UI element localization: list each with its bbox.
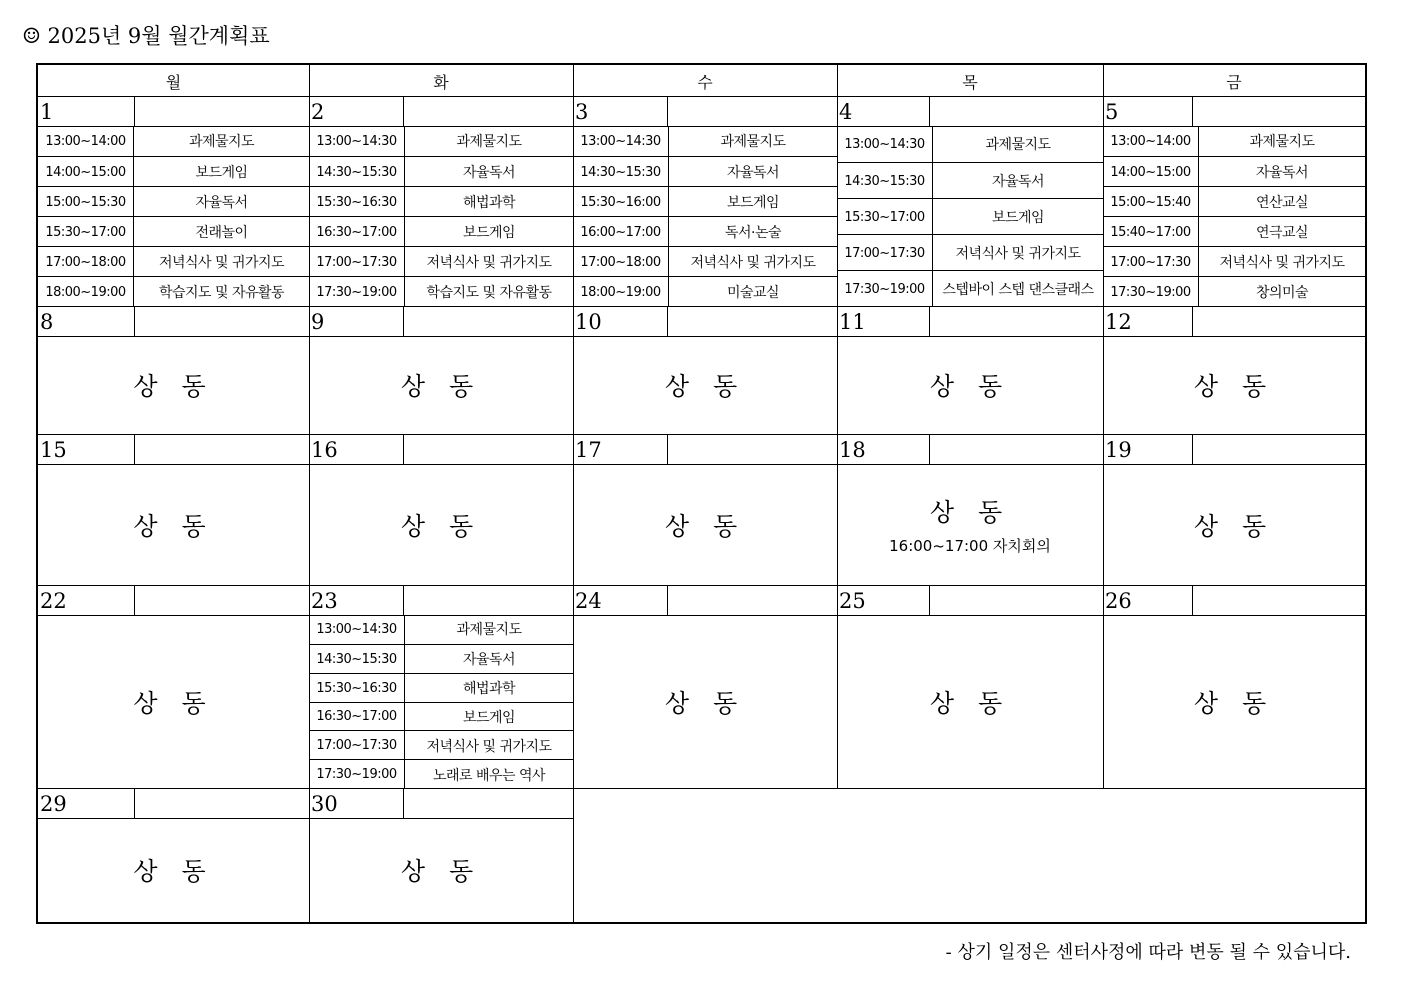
schedule-activity: 연극교실 bbox=[1255, 225, 1309, 241]
weekday-header: 월 bbox=[165, 72, 182, 92]
schedule-activity: 학습지도 및 자유활동 bbox=[158, 285, 285, 301]
schedule-time: 17:30~19:00 bbox=[309, 760, 405, 789]
schedule-time: 15:30~17:00 bbox=[38, 217, 134, 247]
schedule-row bbox=[1103, 276, 1365, 307]
schedule-time: 17:00~17:30 bbox=[837, 235, 933, 271]
weekday-header: 수 bbox=[697, 72, 713, 92]
schedule-activity: 과제물지도 bbox=[1249, 134, 1315, 150]
day-number: 1 bbox=[40, 100, 54, 124]
same-as-above-cell bbox=[309, 464, 573, 585]
schedule-row bbox=[38, 216, 309, 247]
week-divider bbox=[38, 434, 1365, 435]
schedule-activity: 보드게임 bbox=[195, 165, 248, 181]
day-number: 10 bbox=[575, 310, 602, 334]
same-as-above-label: 상 동 bbox=[133, 511, 214, 541]
same-as-above-cell bbox=[573, 464, 837, 585]
date-cell-divider bbox=[1192, 434, 1193, 464]
weekday-header: 화 bbox=[433, 72, 449, 92]
same-as-above-label: 상 동 bbox=[400, 372, 482, 401]
week-divider bbox=[38, 585, 1365, 586]
schedule-row bbox=[309, 644, 573, 674]
schedule-time: 13:00~14:00 bbox=[38, 126, 134, 156]
schedule-activity: 저녁식사 및 귀가지도 bbox=[158, 255, 285, 271]
schedule-row bbox=[573, 246, 837, 277]
schedule-time: 16:30~17:00 bbox=[309, 217, 405, 247]
schedule-row bbox=[837, 162, 1103, 199]
schedule-row bbox=[573, 216, 837, 247]
same-as-above-label: 상 동 bbox=[664, 688, 746, 718]
schedule-time: 14:30~15:30 bbox=[573, 157, 669, 187]
day-number: 3 bbox=[575, 100, 589, 124]
schedule-time: 15:00~15:40 bbox=[1103, 187, 1199, 217]
column-divider bbox=[1103, 65, 1104, 96]
schedule-time: 17:00~18:00 bbox=[573, 247, 669, 277]
schedule-activity: 해법과학 bbox=[462, 195, 516, 211]
schedule-row bbox=[38, 156, 309, 187]
column-divider bbox=[837, 65, 838, 96]
schedule-time: 15:30~16:00 bbox=[573, 187, 669, 217]
same-as-above-cell bbox=[837, 336, 1103, 434]
date-cell-divider bbox=[134, 96, 135, 126]
date-cell-divider bbox=[1192, 96, 1193, 126]
same-as-above-cell bbox=[837, 464, 1103, 585]
schedule-time: 15:30~16:30 bbox=[309, 674, 405, 703]
same-as-above-label: 상 동 bbox=[133, 372, 214, 401]
calendar-table bbox=[36, 63, 1367, 924]
schedule-activity: 창의미술 bbox=[1255, 285, 1309, 301]
date-cell-divider bbox=[929, 306, 930, 336]
day-number: 26 bbox=[1105, 589, 1132, 613]
schedule-row bbox=[38, 186, 309, 217]
schedule-row bbox=[309, 246, 573, 277]
day-number: 11 bbox=[839, 310, 866, 334]
header-divider bbox=[38, 96, 1365, 97]
same-as-above-label: 상 동 bbox=[1193, 372, 1275, 401]
same-as-above-cell bbox=[1103, 336, 1365, 434]
schedule-time: 15:30~17:00 bbox=[837, 199, 933, 235]
same-as-above-label: 상 동 bbox=[664, 511, 746, 541]
date-cell-divider bbox=[667, 306, 668, 336]
schedule-time: 13:00~14:30 bbox=[309, 126, 405, 156]
date-cell-divider bbox=[134, 788, 135, 818]
schedule-activity: 미술교실 bbox=[726, 285, 780, 301]
day-number: 2 bbox=[311, 100, 325, 124]
schedule-activity: 자율독서 bbox=[195, 195, 248, 211]
same-as-above-cell bbox=[38, 464, 309, 585]
schedule-time: 17:00~18:00 bbox=[38, 247, 134, 277]
day-number: 18 bbox=[839, 438, 866, 462]
date-cell-divider bbox=[929, 585, 930, 615]
schedule-time: 18:00~19:00 bbox=[573, 277, 669, 307]
date-cell-divider bbox=[1192, 585, 1193, 615]
schedule-activity: 학습지도 및 자유활동 bbox=[426, 285, 552, 301]
schedule-time: 15:40~17:00 bbox=[1103, 217, 1199, 247]
date-cell-divider bbox=[403, 788, 404, 818]
schedule-activity: 저녁식사 및 귀가지도 bbox=[690, 255, 816, 271]
date-cell-divider bbox=[929, 96, 930, 126]
schedule-time: 17:00~17:30 bbox=[309, 731, 405, 760]
schedule-row bbox=[573, 126, 837, 156]
weekday-header: 목 bbox=[962, 72, 978, 92]
schedule-time: 13:00~14:30 bbox=[573, 126, 669, 156]
schedule-table bbox=[309, 615, 573, 788]
schedule-activity: 저녁식사 및 귀가지도 bbox=[955, 246, 1081, 262]
same-as-above-cell bbox=[38, 336, 309, 434]
schedule-row bbox=[1103, 246, 1365, 277]
schedule-time: 17:30~19:00 bbox=[837, 271, 933, 307]
date-cell-divider bbox=[134, 306, 135, 336]
date-cell-divider bbox=[667, 434, 668, 464]
day-number: 5 bbox=[1105, 100, 1119, 124]
day-number: 23 bbox=[311, 589, 338, 613]
schedule-activity: 과제물지도 bbox=[188, 134, 255, 150]
same-as-above-label: 상 동 bbox=[1193, 511, 1275, 541]
schedule-row bbox=[573, 276, 837, 307]
schedule-activity: 과제물지도 bbox=[720, 134, 786, 150]
day-number: 29 bbox=[40, 792, 67, 816]
same-as-above-cell bbox=[38, 818, 309, 922]
schedule-time: 14:00~15:00 bbox=[1103, 157, 1199, 187]
day-number: 15 bbox=[40, 438, 67, 462]
same-as-above-label: 상 동 bbox=[400, 857, 482, 886]
schedule-activity: 스텝바이 스텝 댄스클래스 bbox=[942, 282, 1094, 298]
same-as-above-cell bbox=[837, 615, 1103, 788]
schedule-activity: 과제물지도 bbox=[985, 137, 1051, 153]
schedule-row bbox=[38, 246, 309, 277]
date-cell-divider bbox=[667, 585, 668, 615]
schedule-activity: 독서·논술 bbox=[724, 225, 782, 241]
schedule-table bbox=[38, 126, 309, 306]
schedule-activity: 자율독서 bbox=[1255, 165, 1309, 181]
same-as-above-label: 상 동 bbox=[929, 372, 1011, 401]
schedule-activity: 보드게임 bbox=[726, 195, 780, 211]
schedule-row bbox=[309, 730, 573, 760]
schedule-time: 13:00~14:00 bbox=[1103, 126, 1199, 156]
same-as-above-label: 상 동 bbox=[400, 511, 482, 541]
schedule-activity: 보드게임 bbox=[462, 225, 516, 241]
schedule-time: 16:00~17:00 bbox=[573, 217, 669, 247]
same-as-above-label: 상 동 bbox=[133, 857, 214, 886]
schedule-row bbox=[309, 759, 573, 789]
day-number: 24 bbox=[575, 589, 602, 613]
schedule-time: 14:00~15:00 bbox=[38, 157, 134, 187]
same-as-above-label: 상 동 bbox=[133, 688, 214, 718]
schedule-time: 14:30~15:30 bbox=[309, 645, 405, 674]
schedule-activity: 저녁식사 및 귀가지도 bbox=[426, 738, 552, 755]
day-number: 17 bbox=[575, 438, 602, 462]
schedule-row bbox=[837, 234, 1103, 271]
date-cell-divider bbox=[403, 96, 404, 126]
date-cell-divider bbox=[929, 434, 930, 464]
schedule-time: 14:30~15:30 bbox=[309, 157, 405, 187]
column-divider bbox=[573, 788, 574, 922]
schedule-time: 17:30~19:00 bbox=[1103, 277, 1199, 307]
schedule-time: 13:00~14:30 bbox=[837, 126, 933, 162]
schedule-row bbox=[837, 198, 1103, 235]
schedule-time: 17:00~17:30 bbox=[309, 247, 405, 277]
week-divider bbox=[38, 788, 1365, 789]
schedule-activity: 저녁식사 및 귀가지도 bbox=[1219, 255, 1345, 271]
schedule-table bbox=[573, 126, 837, 306]
date-cell-divider bbox=[403, 585, 404, 615]
schedule-time: 17:30~19:00 bbox=[309, 277, 405, 307]
schedule-time: 16:30~17:00 bbox=[309, 703, 405, 732]
schedule-activity: 전래놀이 bbox=[195, 225, 248, 241]
date-cell-divider bbox=[1192, 306, 1193, 336]
same-as-above-cell bbox=[1103, 464, 1365, 585]
schedule-activity: 연산교실 bbox=[1255, 195, 1309, 211]
schedule-row bbox=[38, 126, 309, 156]
schedule-row bbox=[309, 276, 573, 307]
schedule-row bbox=[309, 186, 573, 217]
schedule-time: 13:00~14:30 bbox=[309, 615, 405, 644]
same-as-above-label: 상 동 bbox=[1193, 688, 1275, 718]
schedule-activity: 자율독서 bbox=[462, 165, 516, 181]
day-number: 4 bbox=[839, 100, 853, 124]
date-cell-divider bbox=[403, 434, 404, 464]
column-divider bbox=[573, 65, 574, 96]
day-number: 25 bbox=[839, 589, 866, 613]
day-number: 8 bbox=[40, 310, 54, 334]
schedule-time: 15:30~16:30 bbox=[309, 187, 405, 217]
same-as-above-cell bbox=[309, 336, 573, 434]
schedule-row bbox=[837, 270, 1103, 307]
schedule-row bbox=[573, 156, 837, 187]
date-cell-divider bbox=[403, 306, 404, 336]
schedule-activity: 자율독서 bbox=[462, 652, 516, 669]
schedule-activity: 보드게임 bbox=[991, 210, 1045, 226]
schedule-activity: 해법과학 bbox=[462, 681, 516, 698]
schedule-row bbox=[309, 702, 573, 732]
same-as-above-cell bbox=[1103, 615, 1365, 788]
date-cell-divider bbox=[667, 96, 668, 126]
same-as-above-cell bbox=[573, 615, 837, 788]
schedule-activity: 노래로 배우는 역사 bbox=[432, 767, 546, 784]
same-as-above-cell bbox=[573, 336, 837, 434]
day-number: 19 bbox=[1105, 438, 1132, 462]
schedule-row bbox=[309, 615, 573, 644]
schedule-activity: 과제물지도 bbox=[456, 134, 522, 150]
schedule-table bbox=[309, 126, 573, 306]
same-as-above-label: 상 동 bbox=[929, 688, 1011, 718]
same-as-above-cell bbox=[38, 615, 309, 788]
weekday-header: 금 bbox=[1226, 72, 1242, 92]
day-event-note: 16:00~17:00 자치회의 bbox=[889, 537, 1051, 555]
schedule-activity: 저녁식사 및 귀가지도 bbox=[426, 255, 552, 271]
schedule-table bbox=[837, 126, 1103, 306]
schedule-time: 15:00~15:30 bbox=[38, 187, 134, 217]
schedule-row bbox=[309, 156, 573, 187]
schedule-activity: 자율독서 bbox=[991, 174, 1045, 190]
schedule-row bbox=[309, 216, 573, 247]
day-number: 16 bbox=[311, 438, 338, 462]
same-as-above-label: 상 동 bbox=[929, 498, 1011, 527]
schedule-time: 18:00~19:00 bbox=[38, 277, 134, 307]
schedule-table bbox=[1103, 126, 1365, 306]
schedule-activity: 자율독서 bbox=[726, 165, 780, 181]
schedule-time: 17:00~17:30 bbox=[1103, 247, 1199, 277]
schedule-row bbox=[837, 126, 1103, 162]
same-as-above-label: 상 동 bbox=[664, 372, 746, 401]
schedule-row bbox=[309, 673, 573, 703]
schedule-activity: 보드게임 bbox=[462, 709, 516, 726]
schedule-row bbox=[38, 276, 309, 307]
same-as-above-cell bbox=[309, 818, 573, 922]
day-number: 22 bbox=[40, 589, 67, 613]
day-number: 9 bbox=[311, 310, 325, 334]
date-cell-divider bbox=[134, 585, 135, 615]
schedule-row bbox=[1103, 216, 1365, 247]
date-cell-divider bbox=[134, 434, 135, 464]
day-number: 12 bbox=[1105, 310, 1132, 334]
schedule-time: 14:30~15:30 bbox=[837, 163, 933, 199]
page-title: ☺ 2025년 9월 월간계획표 bbox=[22, 24, 270, 48]
schedule-row bbox=[1103, 126, 1365, 156]
schedule-activity: 과제물지도 bbox=[456, 622, 522, 639]
day-number: 30 bbox=[311, 792, 338, 816]
footnote: - 상기 일정은 센터사정에 따라 변동 될 수 있습니다. bbox=[945, 942, 1351, 963]
schedule-row bbox=[573, 186, 837, 217]
column-divider bbox=[309, 65, 310, 96]
schedule-row bbox=[1103, 186, 1365, 217]
schedule-row bbox=[309, 126, 573, 156]
schedule-row bbox=[1103, 156, 1365, 187]
